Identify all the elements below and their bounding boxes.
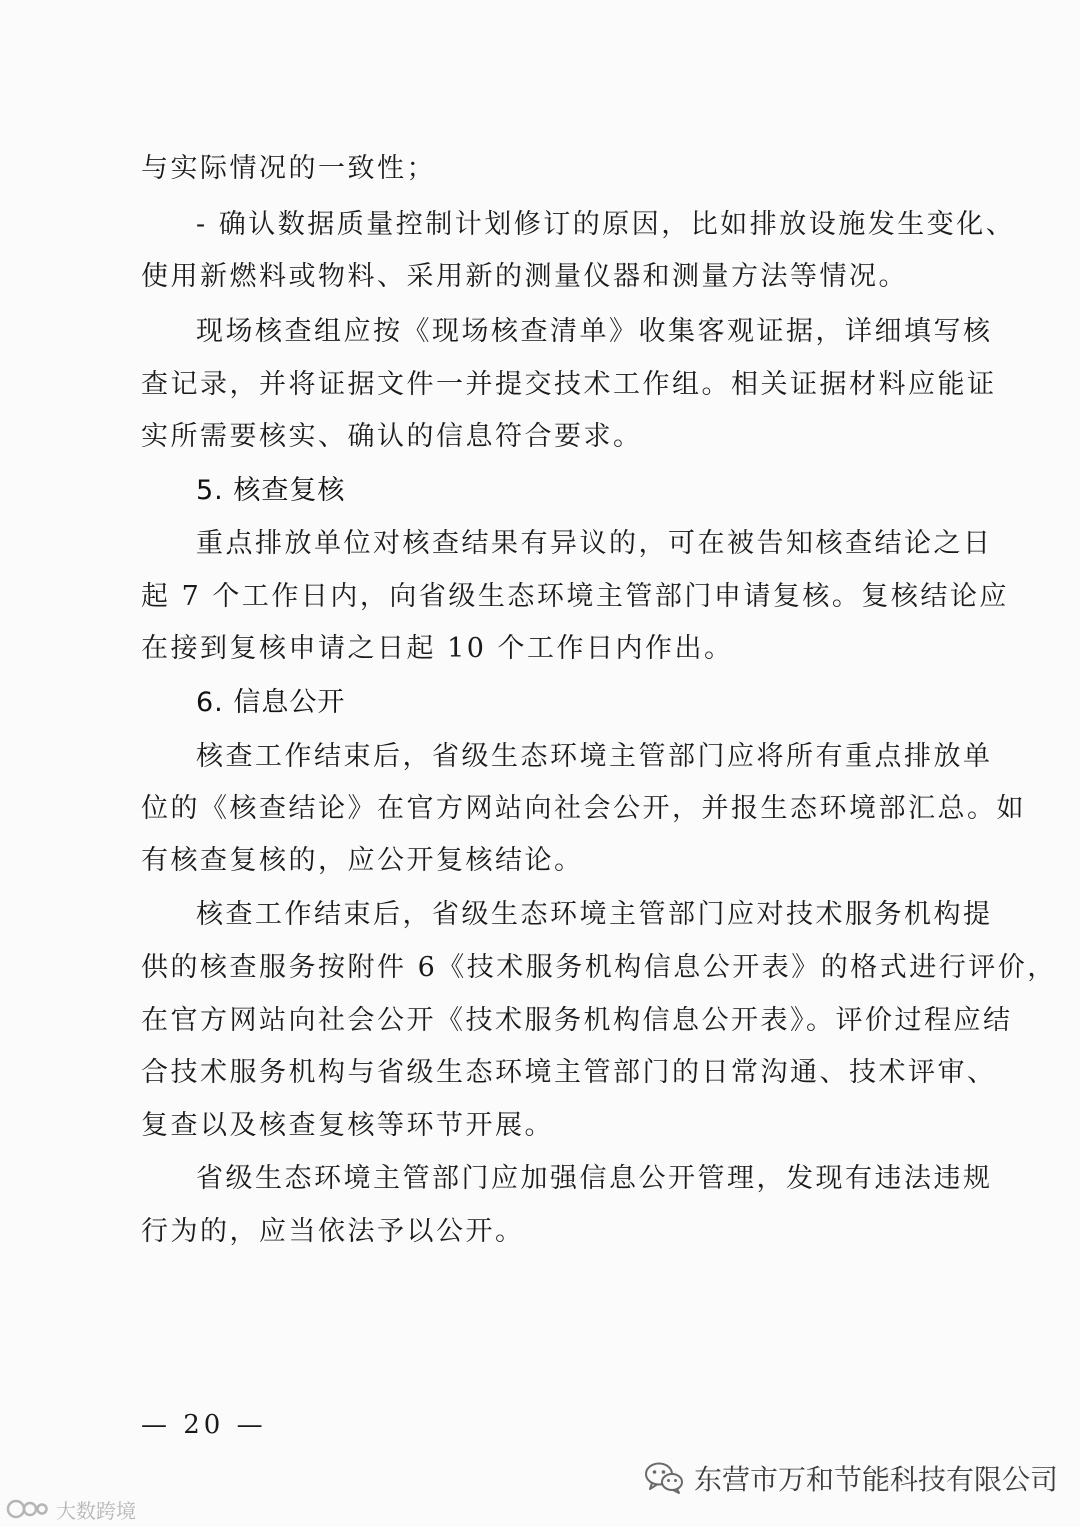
body-line: - 确认数据质量控制计划修订的原因，比如排放设施发生变化、 [196,209,1016,240]
watermark-company-text: 东营市万和节能科技有限公司 [694,1463,1059,1496]
body-line: 合技术服务机构与省级生态环境主管部门的日常沟通、技术评审、 [141,1057,997,1088]
body-line: 查记录，并将证据文件一并提交技术工作组。相关证据材料应能证 [141,369,997,400]
page-number: — 20 — [141,1410,267,1440]
body-line: 核查工作结束后，省级生态环境主管部门应将所有重点排放单 [196,741,993,772]
logo-icon [6,1497,50,1521]
body-line: 重点排放单位对核查结果有异议的，可在被告知核查结论之日 [196,528,993,559]
wechat-icon [644,1461,684,1495]
body-line: 复查以及核查复核等环节开展。 [141,1110,554,1141]
body-line: 起 7 个工作日内，向省级生态环境主管部门申请复核。复核结论应 [141,581,1009,612]
section-heading: 5. 核查复核 [196,475,346,506]
body-line: 实所需要核实、确认的信息符合要求。 [141,421,643,452]
body-line: 现场核查组应按《现场核查清单》收集客观证据，详细填写核 [196,316,993,347]
body-line: 核查工作结束后，省级生态环境主管部门应对技术服务机构提 [196,899,993,930]
body-line: 有核查复核的，应公开复核结论。 [141,845,584,876]
body-line: 在接到复核申请之日起 10 个工作日内作出。 [141,633,734,664]
watermark-site-text: 大数跨境 [56,1498,136,1523]
body-line: 使用新燃料或物料、采用新的测量仪器和测量方法等情况。 [141,261,908,292]
body-line: 省级生态环境主管部门应加强信息公开管理，发现有违法违规 [196,1163,993,1194]
section-heading: 6. 信息公开 [196,687,346,718]
watermark-company [644,1458,1058,1498]
body-line: 位的《核查结论》在官方网站向社会公开，并报生态环境部汇总。如 [141,793,1026,824]
body-line: 供的核查服务按附件 6《技术服务机构信息公开表》的格式进行评价， [141,952,1057,983]
body-line: 与实际情况的一致性； [141,153,436,184]
body-line: 行为的，应当依法予以公开。 [141,1216,525,1247]
watermark-site [6,1494,136,1524]
body-line: 在官方网站向社会公开《技术服务机构信息公开表》。评价过程应结 [141,1005,1013,1036]
